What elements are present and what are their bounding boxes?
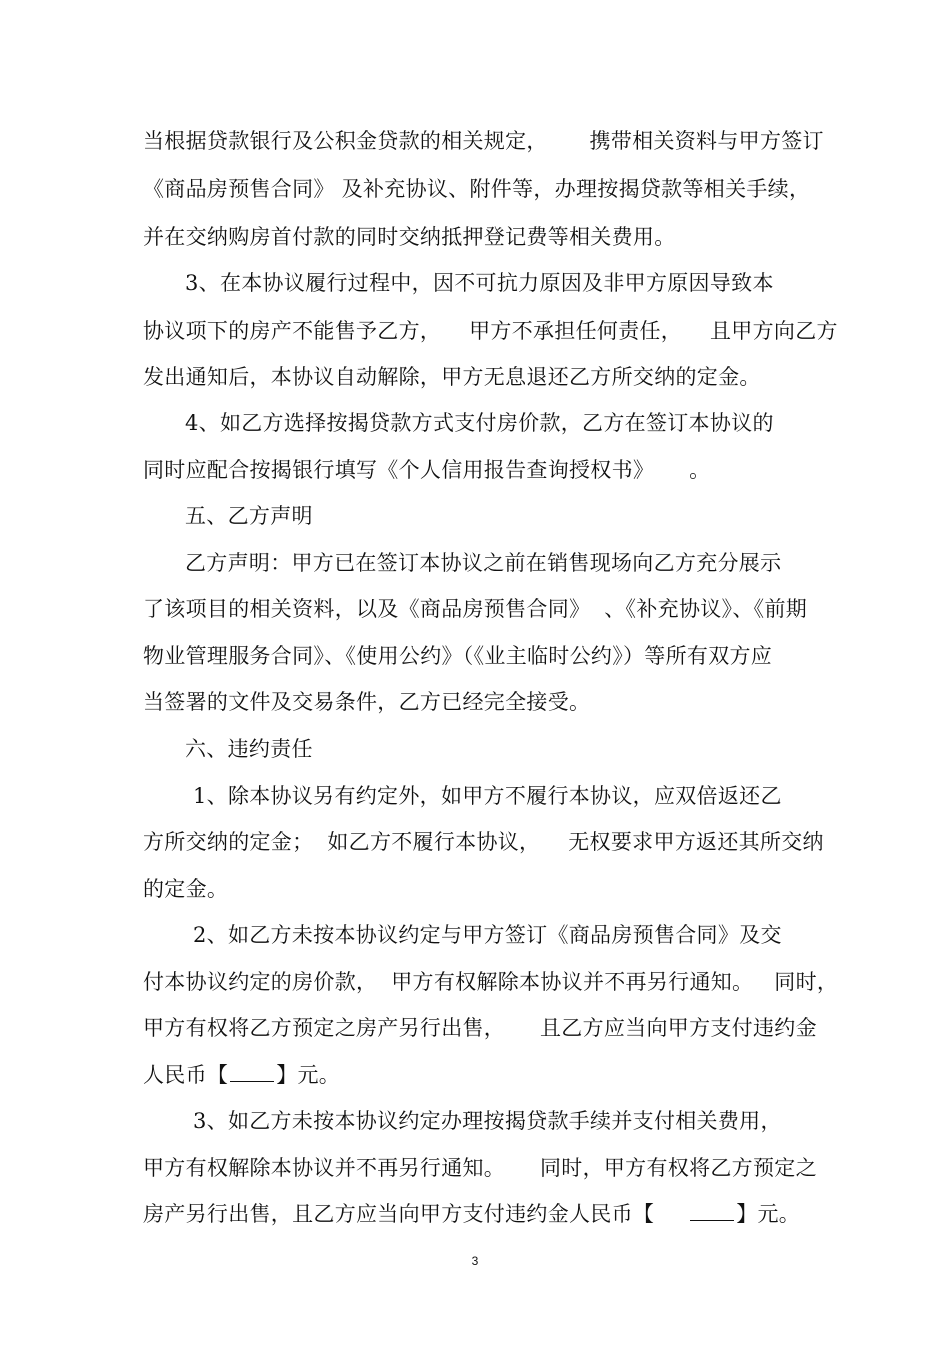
text-line: 并在交纳购房首付款的同时交纳抵押登记费等相关费用。 — [143, 225, 676, 249]
breach-clause-1-start: 1、除本协议另有约定外，如甲方不履行本协议，应双倍返还乙 — [193, 784, 782, 808]
text-line: 甲方有权将乙方预定之房产另行出售， 且乙方应当向甲方支付违约金 — [143, 1016, 817, 1040]
text-line: 当签署的文件及交易条件，乙方已经完全接受。 — [143, 690, 591, 714]
text-line: 了该项目的相关资料，以及《商品房预售合同》 、《补充协议》、《前期 — [143, 597, 808, 621]
blank-suffix: 】元。 — [736, 1202, 801, 1226]
amount-blank-field — [690, 1200, 734, 1221]
text-line: 方所交纳的定金； 如乙方不履行本协议， 无权要求甲方返还其所交纳 — [143, 830, 824, 854]
text-line: 《商品房预售合同》 及补充协议、附件等，办理按揭贷款等相关手续， — [143, 177, 811, 201]
breach-clause-3-start: 3、如乙方未按本协议约定办理按揭贷款手续并支付相关费用， — [193, 1109, 782, 1133]
blank-prefix: 房产另行出售，且乙方应当向甲方支付违约金人民币【 — [143, 1202, 655, 1226]
declaration-start: 乙方声明：甲方已在签订本协议之前在销售现场向乙方充分展示 — [185, 551, 782, 575]
text-line: 付本协议约定的房价款， 甲方有权解除本协议并不再另行通知。 同时， — [143, 970, 839, 994]
blank-suffix: 】元。 — [276, 1063, 341, 1087]
amount-blank-line-2 — [143, 1199, 800, 1229]
text-line: 协议项下的房产不能售予乙方， 甲方不承担任何责任， 且甲方向乙方 — [143, 319, 838, 343]
amount-blank-field — [230, 1061, 274, 1082]
text-line: 当根据贷款银行及公积金贷款的相关规定， 携带相关资料与甲方签订 — [143, 129, 824, 153]
blank-prefix: 人民币【 — [143, 1063, 229, 1087]
paragraph-3-start: 3、在本协议履行过程中，因不可抗力原因及非甲方原因导致本 — [185, 271, 774, 295]
section-heading-5: 五、乙方声明 — [185, 504, 313, 528]
paragraph-4-start: 4、如乙方选择按揭贷款方式支付房价款，乙方在签订本协议的 — [185, 411, 774, 435]
text-line: 同时应配合按揭银行填写《个人信用报告查询授权书》 。 — [143, 458, 711, 482]
breach-clause-2-start: 2、如乙方未按本协议约定与甲方签订《商品房预售合同》及交 — [193, 923, 782, 947]
text-line: 甲方有权解除本协议并不再另行通知。 同时，甲方有权将乙方预定之 — [143, 1156, 817, 1180]
text-line: 发出通知后，本协议自动解除，甲方无息退还乙方所交纳的定金。 — [143, 365, 761, 389]
text-line: 物业管理服务合同》、《使用公约》（《业主临时公约》）等所有双方应 — [143, 644, 773, 668]
page-number: 3 — [471, 1254, 479, 1268]
amount-blank-line-1 — [143, 1060, 340, 1090]
section-heading-6: 六、违约责任 — [185, 737, 313, 761]
text-line: 的定金。 — [143, 877, 229, 901]
